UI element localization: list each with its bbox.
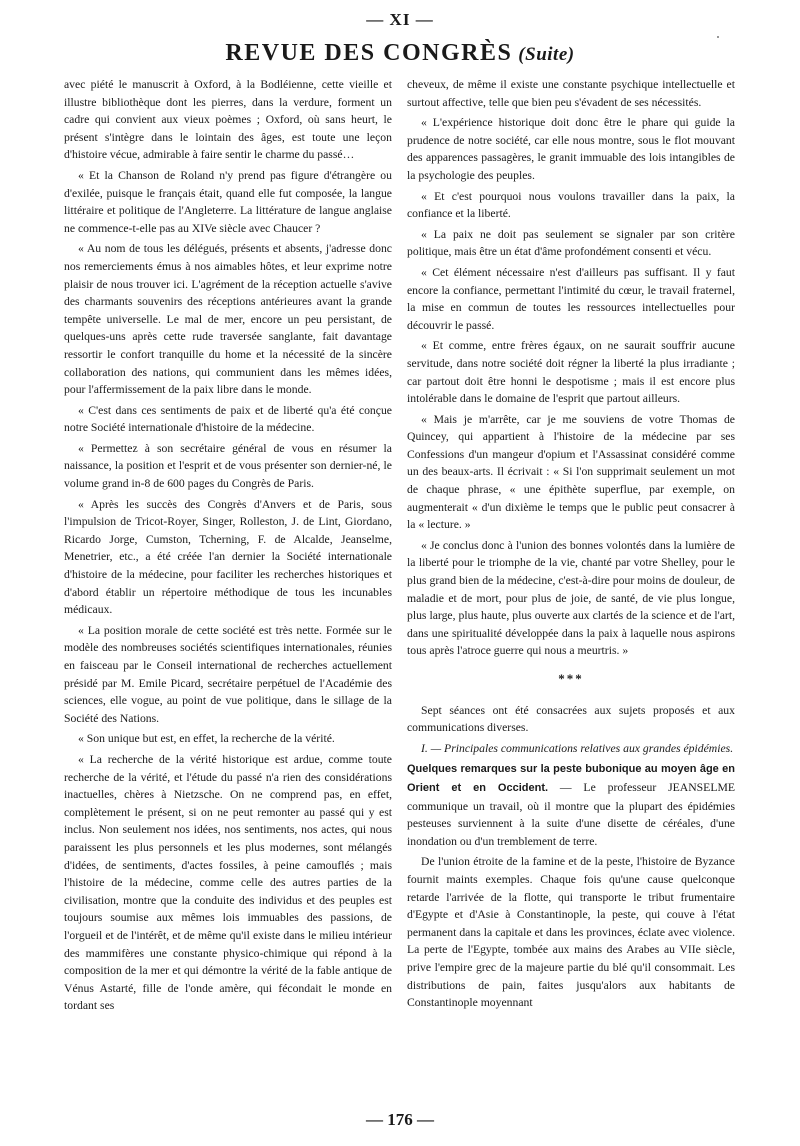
print-speck: [717, 36, 719, 38]
right-column: [407, 76, 735, 1015]
running-head-title: REVUE DES CONGRÈS: [225, 40, 513, 66]
paragraph: « C'est dans ces sentiments de paix et de liberté qu'a été conçue notre Société internationale d'histoire de la médecine.: [64, 403, 392, 435]
page-number: — 176 —: [366, 1110, 434, 1129]
section-heading: I. — Principales communications relatives aux grandes épidémies.: [421, 741, 734, 755]
section-separator: ***: [558, 671, 584, 686]
paragraph: « Permettez à son secrétaire général de vous en résumer la naissance, la position et l'esprit et de vous présenter son dernier-né, le volume grand in-8 de 600 pages du Congrès de Paris.: [64, 441, 392, 491]
paragraph: avec piété le manuscrit à Oxford, à la Bodléienne, cette vieille et illustre bibliothèque dont les pierres, dans la verdure, forment un cadre qui convient aux vieux poèmes ; Oxford, où sans heurt, le présent s'intègre dans le lointain des âges, est toute une leçon d'histoire vécue, admirable à faire sentir le charme du passé…: [64, 78, 392, 162]
communication-title: Quelques remarques sur la peste bubonique au moyen âge en Orient et en Occident.: [407, 763, 735, 794]
paragraph: « Son unique but est, en effet, la recherche de la vérité.: [78, 732, 335, 746]
paragraph: « L'expérience historique doit donc être le phare qui guide la prudence de notre société, car elle nous montre, sous le flot mouvant des apparences passagères, le granit immuable des lois intangibles de la psychologie des peuples.: [407, 116, 735, 182]
running-head: [0, 40, 800, 67]
paragraph: « Je conclus donc à l'union des bonnes volontés dans la lumière de la liberté pour le triomphe de la vie, chanté par votre Shelley, pour le plus grand bien de la médecine, c'est-à-dire pour moins de douleur, de maladie et de mort, pour plus de joie, de santé, de vie plus longue, plus large, plus haute, plus ouverte aux clartés de la science et de l'art, dans une spiritualité développée dans la paix à laquelle nous aspirons tous après l'atroce guerre qui nous a meurtris. »: [407, 538, 735, 658]
paragraph: « Mais je m'arrête, car je me souviens de votre Thomas de Quincey, qui appartient à l'histoire de la médecine par ses Confessions d'un mangeur d'opium et l'Assassinat considéré comme un des beaux-arts. Il écrivait : « Si l'on supprimait seulement un mot de chaque phrase, « une épithète superflue, par exemple, on augmenterait « d'un dixième le temps que le public peut consacrer à la « lecture. »: [407, 412, 735, 532]
paragraph: « Après les succès des Congrès d'Anvers et de Paris, sous l'impulsion de Tricot-Royer, Singer, Rolleston, J. de Lint, Giordano, Ricardo Jorge, Cumston, Tcherning, F. de Alcalde, Jeanselme, Menetrier, etc., a été créée l'an dernier la Société internationale d'histoire de la médecine, pour faciliter les recherches historiques et d'abord établir un répertoire méthodique de tous les incunables médicaux.: [64, 497, 392, 617]
roman-folio: — XI —: [366, 10, 434, 29]
communication-paragraph: [407, 760, 735, 850]
communication-body: — Le professeur JEANSELME communique un travail, où il montre que la plupart des épidémies pesteuses surviennent à la suite d'une disette de céréales, d'une inondation ou d'un tremblement de terre.: [407, 780, 735, 848]
paragraph: « Et c'est pourquoi nous voulons travailler dans la paix, la confiance et la liberté.: [407, 189, 735, 221]
paragraph: « Au nom de tous les délégués, présents et absents, j'adresse donc nos remerciements émus à nos aimables hôtes, et leur exprime notre plaisir de nous trouver ici. L'agrément de la réception actuelle s'avive des charmants souvenirs des réceptions antérieures avant la grande tempête universelle. Le mal de mer, encore un peu persistant, de quelques-uns après cette rude traversée sanglante, fait davantage ressortir le confort tranquille du home et la nécessité de la sincère collaboration des nations, qui communient dans les mêmes idées, pour l'affermissement de la paix libre dans le monde.: [64, 242, 392, 397]
paragraph: « Cet élément nécessaire n'est d'ailleurs pas suffisant. Il y faut encore la confiance, permettant l'intimité du cœur, le travail fraternel, la mise en commun de toutes les ressources intellectuelles pour découvrir le passé.: [407, 265, 735, 332]
paragraph: « Et la Chanson de Roland n'y prend pas figure d'étrangère ou d'exilée, puisque le français était, quand elle fut composée, la langue littéraire et politique de l'Angleterre. La littérature de langue anglaise ne commence-t-elle pas au XIVe siècle avec Chaucer ?: [64, 168, 392, 235]
paragraph: « La paix ne doit pas seulement se signaler par son critère politique, mais être un état d'âme profondément consenti et vécu.: [407, 227, 735, 259]
running-head-suite: (Suite): [518, 44, 575, 65]
paragraph: cheveux, de même il existe une constante psychique intellectuelle et surtout affective, telle que bien peu s'évadent de ses nécessités.: [407, 78, 735, 109]
paragraph: De l'union étroite de la famine et de la peste, l'histoire de Byzance fournit maints exemples. Chaque fois qu'une cause quelconque retarde l'arrivée de la flotte, qui transporte le tribut frumentaire d'Egypte et d'Asie à Constantinople, la peste, qui couve à l'état permanent dans la capitale et dans les provinces, éclate avec violence. La perte de l'Egypte, tombée aux mains des Arabes au VIIe siècle, prive l'empire grec de la majeure partie du blé qu'il consommait. Les distributions de pain, faites jusqu'alors aux habitants de Constantinople moyennant: [407, 855, 735, 1010]
paragraph: « Et comme, entre frères égaux, on ne saurait souffrir aucune servitude, dans notre société doit régner la liberté la plus irradiante ; car partout doit être honni le despotisme ; mais il est encore plus intolérable dans le domaine de l'esprit que partout ailleurs.: [407, 339, 735, 406]
paragraph: « La recherche de la vérité historique est ardue, comme toute recherche de la vérité, et l'étude du passé n'a rien des considérations inactuelles, chères à Nietzsche. On ne comprend pas, en effet, complètement le présent, si on ne peut remonter au passé qui y est inclus. Non seulement nos idées, nos sentiments, nos actes, qui nous paraissent les plus personnels et les plus modernes, sont mélangés d'idées, de sentiments, d'actes fossiles, à peine camouflés ; mais l'histoire de la médecine, comme celle des autres parties de la civilisation, montre que la conduite des individus et des peuples est toujours soumise aux mêmes lois immuables des passions, de l'orgueil et de l'intérêt, et de même qu'il existe dans le milieu intérieur des mammifères une constante physico-chimique qui répond à la composition de la mer et qui démontre la vérité de la fable antique de Vénus Astarté, fille de l'onde amère, qui fécondait le monde en tordant ses: [64, 752, 392, 1013]
left-column: [64, 76, 392, 1018]
paragraph: Sept séances ont été consacrées aux sujets proposés et aux communications diverses.: [407, 703, 735, 735]
paragraph: « La position morale de cette société est très nette. Formée sur le modèle des nombreuses sociétés scientifiques internationales, réunies en faisceau par le Conseil international de recherches actuellement présidé par M. Emile Picard, secrétaire perpétuel de l'Académie des sciences, elle vogue, au point de vue politique, dans le sillage de la Société des Nations.: [64, 623, 392, 725]
